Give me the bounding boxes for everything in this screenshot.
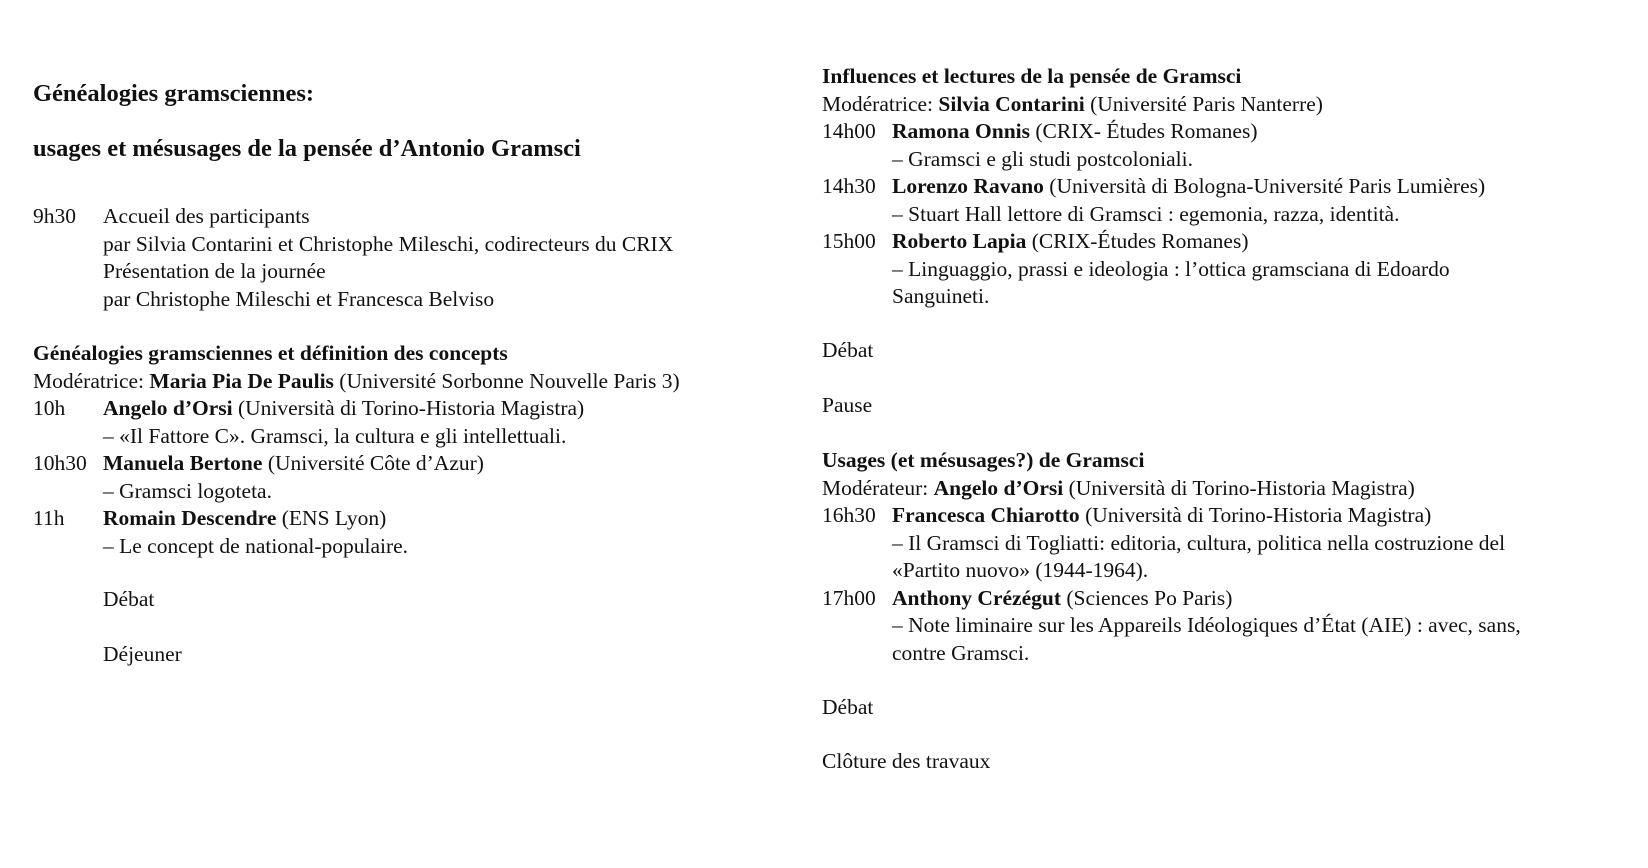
welcome-block: [33, 203, 793, 313]
talk: [822, 585, 1632, 668]
talk-speaker: Francesca Chiarotto: [892, 503, 1080, 527]
welcome-line: Présentation de la journée: [103, 259, 326, 283]
talk-speaker: Romain Descendre: [103, 506, 277, 530]
break-label: Pause: [822, 393, 873, 417]
talk-title: – Linguaggio, prassi e ideologia : l’ottica gramsciana di Edoardo Sanguineti.: [892, 256, 1450, 308]
talk-title: – Gramsci logoteta.: [103, 478, 272, 503]
welcome-line: Accueil des participants: [103, 204, 310, 228]
talk: [33, 505, 793, 560]
talk-speaker: Angelo d’Orsi: [103, 396, 233, 420]
talk: [822, 228, 1632, 311]
program-title-line1: Généalogies gramsciennes:: [33, 80, 315, 107]
session-3-title: Usages (et mésusages?) de Gramsci: [822, 448, 1145, 472]
lunch-label: Déjeuner: [103, 642, 182, 666]
talk-affiliation: (Sciences Po Paris): [1061, 585, 1233, 610]
talk-affiliation: (Università di Torino-Historia Magistra): [232, 396, 585, 420]
talk: [33, 395, 793, 450]
welcome-line: par Silvia Contarini et Christophe Mileschi, codirecteurs du CRIX: [103, 231, 674, 256]
talk-speaker: Anthony Crézégut: [892, 585, 1061, 610]
talk-affiliation: (Università di Bologna-Université Paris Lumières): [1043, 174, 1486, 198]
program-title-line2: usages et mésusages de la pensée d’Antonio Gramsci: [33, 135, 581, 162]
talk-title: – «Il Fattore C». Gramsci, la cultura e gli intellettuali.: [103, 423, 567, 448]
session-2-title: Influences et lectures de la pensée de Gramsci: [822, 64, 1242, 88]
talk-time: 17h00: [822, 585, 876, 610]
talk-time: 14h00: [822, 119, 876, 143]
welcome-line: par Christophe Mileschi et Francesca Belviso: [103, 286, 495, 311]
talk: [822, 173, 1632, 228]
session-2: [822, 63, 1632, 311]
talk-time: 10h30: [33, 451, 87, 475]
welcome-time: 9h30: [33, 204, 76, 228]
talk-time: 10h: [33, 396, 66, 420]
talk: [822, 502, 1632, 585]
session-3: [822, 447, 1632, 667]
talk-speaker: Ramona Onnis: [892, 119, 1030, 143]
session-2-moderator: Modératrice: Silvia Contarini (Université Paris Nanterre): [822, 91, 1323, 116]
debate-label: Débat: [103, 587, 155, 611]
talk-affiliation: (CRIX- Études Romanes): [1030, 119, 1258, 143]
talk: [822, 118, 1632, 173]
talk-affiliation: (ENS Lyon): [276, 506, 387, 530]
talk: [33, 450, 793, 505]
talk-title: – Stuart Hall lettore di Gramsci : egemonia, razza, identità.: [892, 201, 1400, 226]
talk-title: – Le concept de national-populaire.: [103, 533, 409, 558]
talk-time: 11h: [33, 506, 65, 530]
talk-speaker: Lorenzo Ravano: [892, 174, 1044, 198]
talk-title: – Il Gramsci di Togliatti: editoria, cultura, politica nella costruzione del «Partito nuovo» (1944-1964).: [892, 530, 1506, 582]
session-1: [33, 340, 793, 560]
debate-label: Débat: [822, 338, 874, 362]
talk-time: 14h30: [822, 174, 876, 198]
closing-label: Clôture des travaux: [822, 749, 991, 773]
talk-affiliation: (Université Côte d’Azur): [262, 451, 484, 475]
talk-time: 15h00: [822, 229, 876, 253]
session-3-moderator: Modérateur: Angelo d’Orsi (Università di Torino-Historia Magistra): [822, 475, 1415, 500]
session-1-moderator: Modératrice: Maria Pia De Paulis (Université Sorbonne Nouvelle Paris 3): [33, 368, 680, 393]
talk-title: – Gramsci e gli studi postcoloniali.: [892, 146, 1193, 171]
talk-affiliation: (Università di Torino-Historia Magistra): [1079, 503, 1432, 527]
talk-title: – Note liminaire sur les Appareils Idéologiques d’État (AIE) : avec, sans, contre Gramsci.: [892, 613, 1521, 665]
talk-speaker: Manuela Bertone: [103, 451, 263, 475]
talk-time: 16h30: [822, 503, 876, 527]
talk-speaker: Roberto Lapia: [892, 229, 1027, 253]
debate-label: Débat: [822, 695, 874, 719]
session-1-title: Généalogies gramsciennes et définition des concepts: [33, 341, 508, 365]
talk-affiliation: (CRIX-Études Romanes): [1026, 229, 1249, 253]
